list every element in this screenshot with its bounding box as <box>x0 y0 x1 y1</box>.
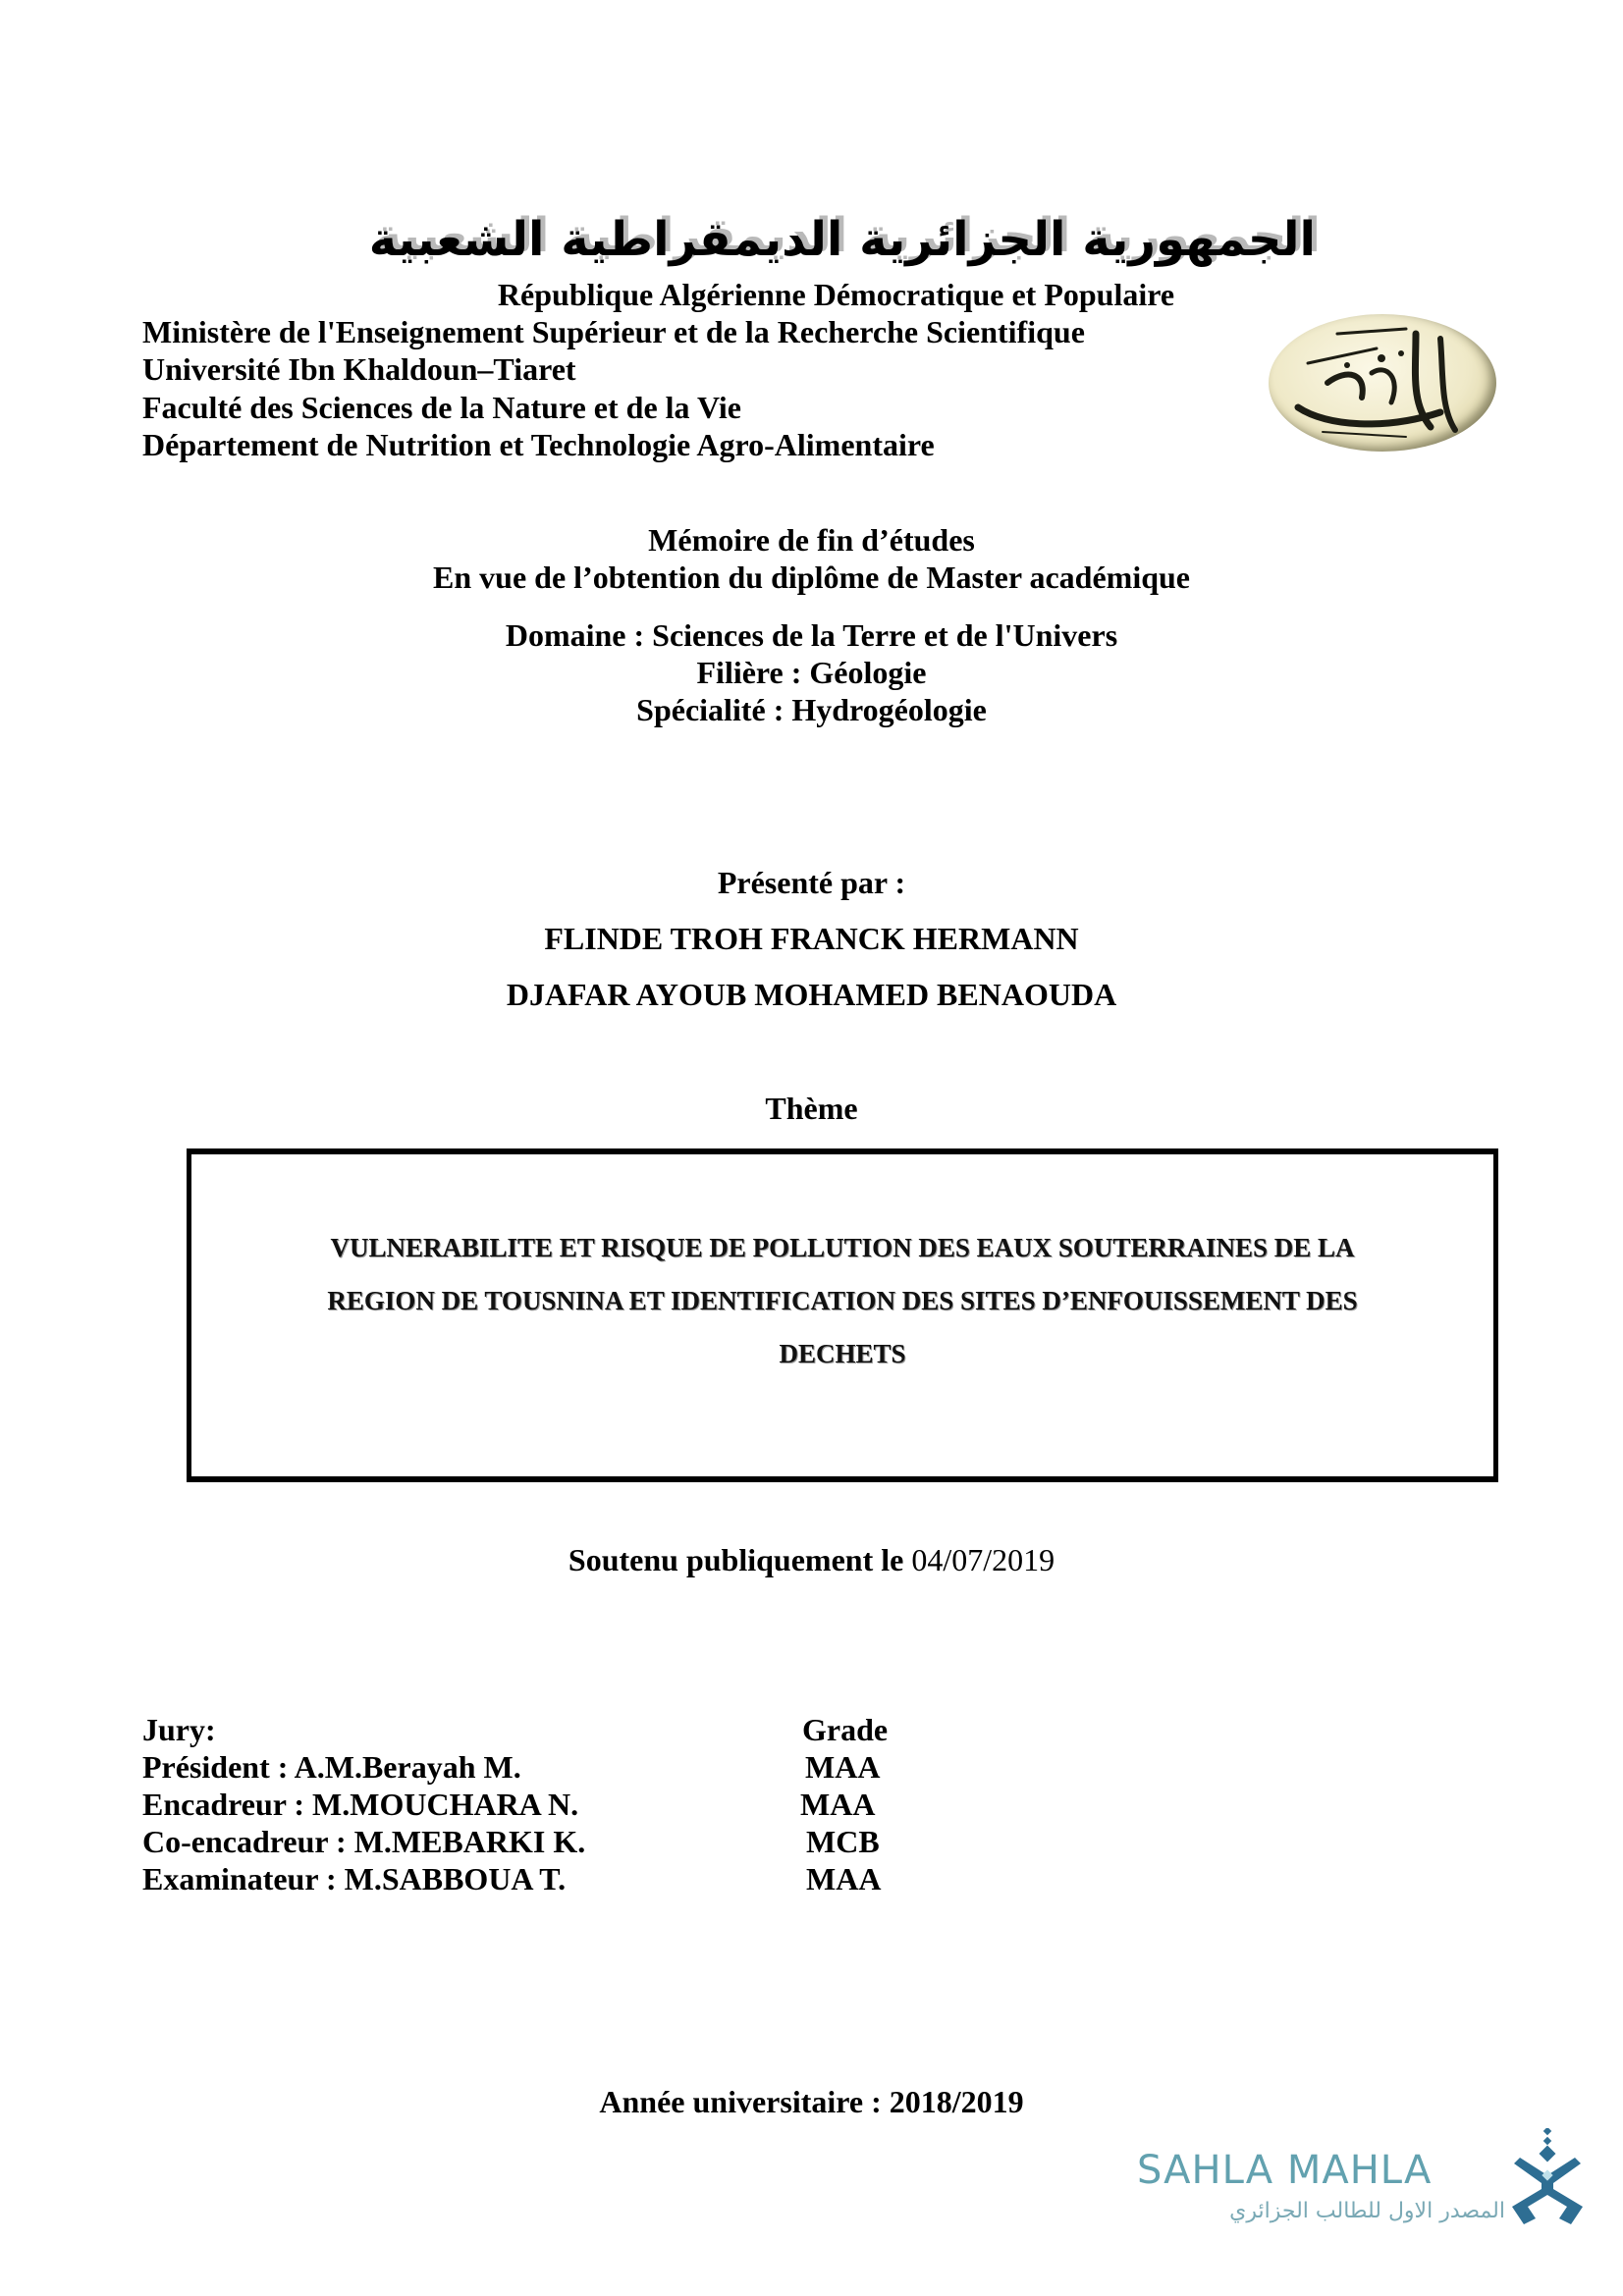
sahla-mahla-logo-icon <box>1510 2128 1589 2226</box>
jury-grade: MAA <box>800 1787 876 1822</box>
jury-label: Jury: <box>142 1712 216 1747</box>
thesis-type: Mémoire de fin d’études <box>648 522 975 558</box>
defense-line <box>0 1541 1623 1578</box>
watermark-name: SAHLA MAHLA <box>1137 2148 1433 2193</box>
jury-member: Encadreur : M.MOUCHARA N. <box>142 1787 579 1822</box>
faculty-name: Faculté des Sciences de la Nature et de la Vie <box>142 390 741 425</box>
defense-date: 04/07/2019 <box>911 1542 1055 1577</box>
sahla-mahla-watermark[interactable] <box>1137 2140 1598 2248</box>
university-name: Université Ibn Khaldoun–Tiaret <box>142 351 576 387</box>
theme-label: Thème <box>765 1091 858 1126</box>
jury-member: Co-encadreur : M.MEBARKI K. <box>142 1824 586 1859</box>
arabic-republic-title: الجمهورية الجزائرية الديمقراطية الشعبية <box>368 212 1316 267</box>
academic-year: Année universitaire : 2018/2019 <box>599 2084 1024 2119</box>
jury-grade: MAA <box>805 1749 881 1785</box>
thesis-specialty: Spécialité : Hydrogéologie <box>636 692 987 727</box>
grade-header: Grade <box>802 1712 889 1747</box>
theme-line: REGION DE TOUSNINA ET IDENTIFICATION DES SITES D’ENFOUISSEMENT DES <box>327 1286 1358 1315</box>
theme-line: DECHETS <box>779 1339 906 1368</box>
jury-member: Président : A.M.Berayah M. <box>142 1749 521 1785</box>
watermark-tagline: المصدر الاول للطالب الجزائري <box>1229 2199 1505 2223</box>
ministry-name: Ministère de l'Enseignement Supérieur et de la Recherche Scientifique <box>142 314 1085 349</box>
jury-member: Examinateur : M.SABBOUA T. <box>142 1861 567 1896</box>
author-name: FLINDE TROH FRANCK HERMANN <box>544 921 1079 956</box>
jury-grade: MCB <box>806 1824 880 1859</box>
theme-box <box>187 1148 1498 1482</box>
theme-title <box>191 1221 1493 1380</box>
republic-name: République Algérienne Démocratique et Populaire <box>497 277 1175 312</box>
defense-label: Soutenu publiquement le <box>568 1542 904 1577</box>
thesis-domain: Domaine : Sciences de la Terre et de l'Univers <box>505 617 1118 653</box>
university-seal-icon <box>1269 314 1496 452</box>
thesis-field: Filière : Géologie <box>696 655 927 690</box>
thesis-purpose: En vue de l’obtention du diplôme de Master académique <box>433 560 1190 595</box>
jury-grade: MAA <box>806 1861 882 1896</box>
department-name: Département de Nutrition et Technologie Agro-Alimentaire <box>142 427 935 462</box>
author-name: DJAFAR AYOUB MOHAMED BENAOUDA <box>506 977 1117 1012</box>
theme-line: VULNERABILITE ET RISQUE DE POLLUTION DES EAUX SOUTERRAINES DE LA <box>330 1233 1355 1262</box>
presented-by-label: Présenté par : <box>717 865 906 900</box>
